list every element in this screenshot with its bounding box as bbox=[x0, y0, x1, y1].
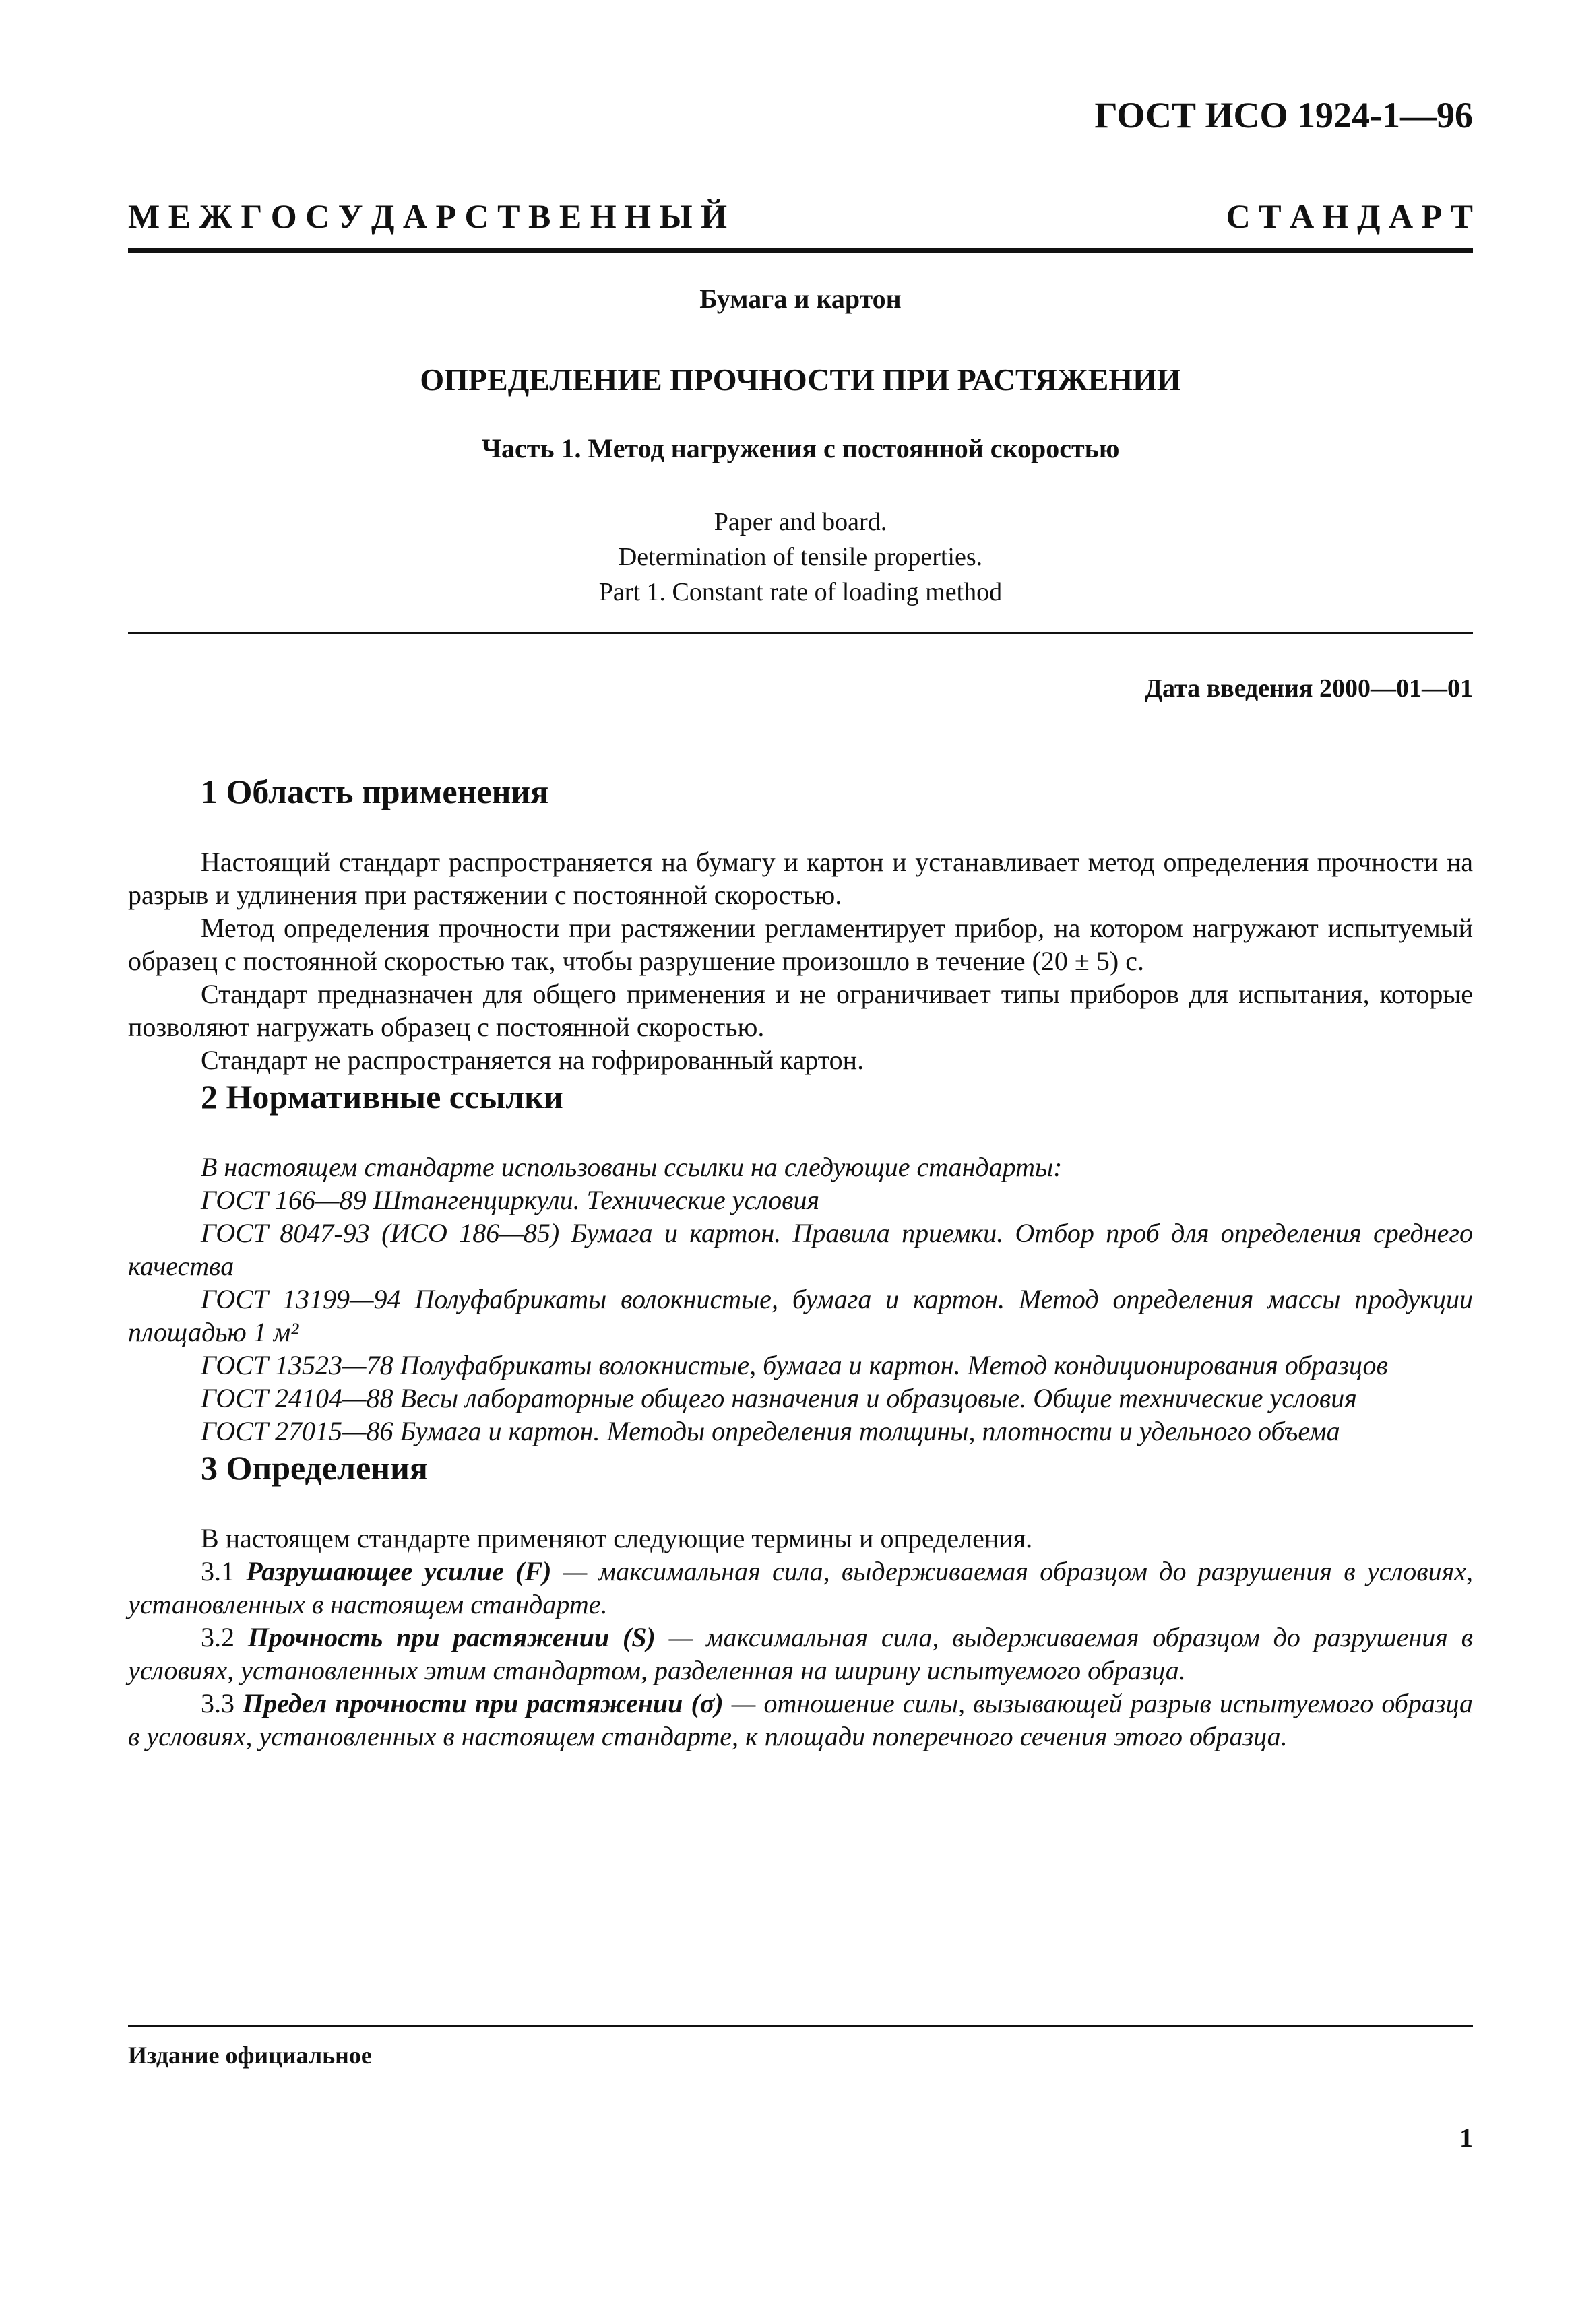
footer-rule bbox=[128, 2025, 1473, 2027]
section-3-body bbox=[128, 1522, 1473, 1753]
interstate-standard-banner bbox=[128, 197, 1473, 236]
definition-text: — отношение силы, вызывающей разрыв испытуемого образца в условиях, установленных в настоящем стандарте, к площади поперечного сечения этого образца. bbox=[128, 1688, 1474, 1751]
part-title: Часть 1. Метод нагружения с постоянной скоростью bbox=[481, 433, 1120, 463]
section-3-heading: 3 Определения bbox=[201, 1449, 428, 1487]
definition-item bbox=[128, 1621, 1473, 1687]
document-body bbox=[128, 771, 1473, 1753]
definitions-intro: В настоящем стандарте применяют следующие термины и определения. bbox=[201, 1523, 1033, 1553]
header-rule bbox=[128, 248, 1473, 253]
definition-number: 3.3 bbox=[201, 1688, 243, 1718]
section-1-heading: 1 Область применения bbox=[201, 773, 549, 810]
section-2-heading: 2 Нормативные ссылки bbox=[201, 1078, 563, 1116]
title-block bbox=[128, 283, 1473, 610]
definition-term: Предел прочности при растяжении (σ) bbox=[243, 1688, 724, 1718]
main-title: ОПРЕДЕЛЕНИЕ ПРОЧНОСТИ ПРИ РАСТЯЖЕНИИ bbox=[420, 362, 1181, 397]
section-1-body bbox=[128, 845, 1473, 1076]
introduction-date: Дата введения 2000—01—01 bbox=[1144, 674, 1473, 703]
references-intro: В настоящем стандарте использованы ссылки на следующие стандарты: bbox=[201, 1152, 1063, 1182]
definition-term: Прочность при растяжении (S) bbox=[247, 1622, 656, 1652]
definition-number: 3.2 bbox=[201, 1622, 248, 1652]
standard-word: С Т А Н Д А Р Т bbox=[1226, 197, 1473, 235]
section-2-body bbox=[128, 1151, 1473, 1448]
page-number: 1 bbox=[1459, 2123, 1473, 2153]
reference-item: ГОСТ 8047-93 (ИСО 186—85) Бумага и картон. Правила приемки. Отбор проб для определения среднего качества bbox=[128, 1218, 1473, 1281]
interstate-word: М Е Ж Г О С У Д А Р С Т В Е Н Н Ы Й bbox=[128, 197, 727, 235]
definition-text: — максимальная сила, выдерживаемая образцом до разрушения в условиях, установленных этим стандартом, разделенная на ширину испытуемого образца. bbox=[128, 1622, 1474, 1685]
reference-item: ГОСТ 24104—88 Весы лабораторные общего назначения и образцовые. Общие технические условия bbox=[201, 1383, 1357, 1413]
definition-term: Разрушающее усилие (F) bbox=[246, 1556, 552, 1586]
paragraph: Метод определения прочности при растяжении регламентирует прибор, на котором нагружают испытуемый образец с постоянной скоростью так, чтобы разрушение произошло в течение (20 ± 5) с. bbox=[128, 913, 1473, 976]
reference-item: ГОСТ 13523—78 Полуфабрикаты волокнистые, бумага и картон. Метод кондиционирования образцов bbox=[201, 1350, 1388, 1380]
reference-item: ГОСТ 27015—86 Бумага и картон. Методы определения толщины, плотности и удельного объема bbox=[201, 1416, 1340, 1446]
english-title-line: Part 1. Constant rate of loading method bbox=[598, 578, 1003, 606]
definition-text: — максимальная сила, выдерживаемая образцом до разрушения в условиях, установленных в настоящем стандарте. bbox=[128, 1556, 1474, 1619]
definition-item bbox=[128, 1555, 1473, 1621]
english-title-line: Determination of tensile properties. bbox=[618, 543, 983, 571]
title-rule bbox=[128, 632, 1473, 634]
paragraph: Стандарт не распространяется на гофрированный картон. bbox=[201, 1045, 864, 1075]
definition-number: 3.1 bbox=[201, 1556, 247, 1586]
paragraph: Настоящий стандарт распространяется на бумагу и картон и устанавливает метод определения прочности на разрыв и удлинения при растяжении с постоянной скоростью. bbox=[128, 847, 1473, 910]
document-designation: ГОСТ ИСО 1924-1—96 bbox=[1094, 95, 1473, 135]
reference-item: ГОСТ 13199—94 Полуфабрикаты волокнистые, бумага и картон. Метод определения массы продукции площадью 1 м² bbox=[128, 1284, 1473, 1347]
english-title-line: Paper and board. bbox=[714, 508, 887, 536]
subject-title: Бумага и картон bbox=[699, 284, 902, 314]
official-edition-label: Издание официальное bbox=[128, 2042, 372, 2069]
reference-item: ГОСТ 166—89 Штангенциркули. Технические условия bbox=[201, 1185, 820, 1215]
english-title bbox=[128, 505, 1473, 610]
paragraph: Стандарт предназначен для общего применения и не ограничивает типы приборов для испытания, которые позволяют нагружать образец с постоянной скоростью. bbox=[128, 979, 1473, 1042]
definition-item bbox=[128, 1687, 1473, 1753]
